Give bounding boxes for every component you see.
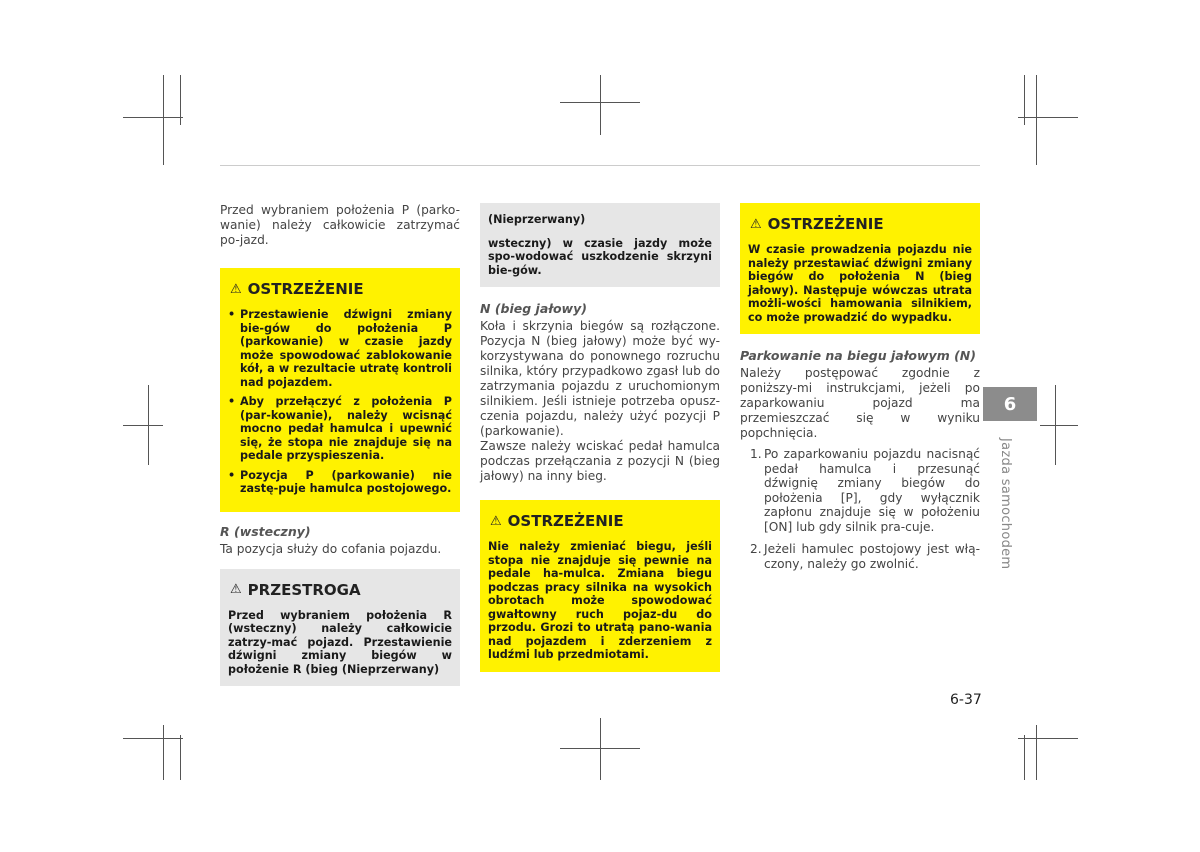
crop-mark xyxy=(560,748,640,749)
crop-mark xyxy=(180,735,181,780)
step-text: Jeżeli hamulec postojowy jest włą-czony, należy go zwolnić. xyxy=(764,542,980,571)
warning-triangle-icon: ⚠ xyxy=(230,281,242,297)
step-number: 1. xyxy=(750,447,762,461)
warning-box-parking xyxy=(220,268,460,512)
warning-box-gear-change xyxy=(480,500,720,672)
list-item xyxy=(740,542,980,571)
list-item: • Aby przełączyć z położenia P (par-kowanie), należy wcisnąć mocno pedał hamulca i upewnić się, że stopa nie znajduje się na pedale przyspieszenia. xyxy=(228,395,452,463)
column-right xyxy=(740,203,980,579)
warning-box-neutral xyxy=(740,203,980,334)
warning-title-text: OSTRZEŻENIE xyxy=(247,280,364,298)
warning-title-text: OSTRZEŻENIE xyxy=(507,512,624,530)
step-text: Po zaparkowaniu pojazdu nacisnąć pedał hamulca i przesunąć dźwignię zmiany biegów do położenia [P], gdy wyłącznik zapłonu znajduje się w położeniu [ON] lub gdy silnik pra-cuje. xyxy=(764,447,980,534)
crop-mark xyxy=(600,718,601,780)
warning-title xyxy=(490,512,712,530)
parking-neutral-paragraph: Należy postępować zgodnie z poniższy-mi instrukcjami, jeżeli po zaparkowaniu pojazd ma przemieszczać się w wyniku popchnięcia. xyxy=(740,366,980,440)
crop-mark xyxy=(1040,425,1078,426)
caution-box-reverse xyxy=(220,569,460,687)
section-heading-reverse: R (wsteczny) xyxy=(220,523,311,539)
crop-mark xyxy=(123,117,183,118)
continued-label: (Nieprzerwany) xyxy=(488,213,586,226)
neutral-paragraph-1: Koła i skrzynia biegów są rozłączone. Pozycja N (bieg jałowy) może być wy-korzystywana do ponownego rozruchu silnika, który przypadkowo zgasł lub do zatrzymania pojazdu z uruchomionym silnikiem. Jeśli istnieje potrzeba opusz-czenia pojazdu, należy użyć pozycji P (parkowanie). xyxy=(480,319,720,438)
reverse-paragraph: Ta pozycja służy do cofania pojazdu. xyxy=(220,541,442,556)
page-number: 6-37 xyxy=(950,692,982,708)
crop-mark xyxy=(163,75,164,165)
crop-mark xyxy=(1036,725,1037,780)
header-rule xyxy=(220,165,980,166)
caution-title-text: PRZESTROGA xyxy=(247,580,361,599)
caution-box-continued xyxy=(480,203,720,287)
crop-mark xyxy=(123,425,163,426)
chapter-title: Jazda samochodem xyxy=(998,438,1013,570)
chapter-tab: 6 xyxy=(983,387,1037,421)
warning-title xyxy=(750,215,972,233)
warning-triangle-icon: ⚠ xyxy=(490,513,502,529)
section-heading-parking-neutral: Parkowanie na biegu jałowym (N) xyxy=(740,348,976,363)
warning-text: W czasie prowadzenia pojazdu nie należy przestawiać dźwigni zmiany biegów do położenia N (bieg jałowy). Następuje wówczas utrata możli-wości hamowania silnikiem, co może prowadzić do wypadku. xyxy=(748,243,972,324)
list-item: • Przestawienie dźwigni zmiany bie-gów do położenia P (parkowanie) w czasie jazdy może spowodować zablokowanie kół, a w rezultacie utratę kontroli nad pojazdem. xyxy=(228,308,452,389)
crop-mark xyxy=(560,102,640,103)
section-heading-neutral: N (bieg jałowy) xyxy=(480,301,587,316)
warning-title xyxy=(230,280,452,298)
column-middle xyxy=(480,203,720,672)
list-item xyxy=(740,447,980,534)
caution-triangle-outline-icon: ⚠ xyxy=(230,582,242,597)
crop-mark xyxy=(1018,117,1078,118)
crop-mark xyxy=(600,75,601,135)
warning-triangle-icon: ⚠ xyxy=(750,216,762,232)
neutral-paragraph-2: Zawsze należy wciskać pedał hamulca podczas przełączania z pozycji N (bieg jałowy) na inny bieg. xyxy=(480,439,720,483)
crop-mark xyxy=(1018,738,1078,739)
warning-text: Nie należy zmieniać biegu, jeśli stopa nie znajduje się pewnie na pedale ha-mulca. Zmiana biegu podczas pracy silnika na wysokich obrotach może spowodować gwałtowny ruch pojaz-du do przodu. Grozi to utratą pano-wania nad pojazdem i zderzeniem z ludźmi lub przedmiotami. xyxy=(488,540,712,661)
crop-mark xyxy=(123,738,183,739)
crop-mark xyxy=(1024,75,1025,125)
intro-paragraph: Przed wybraniem położenia P (parko-wanie) należy całkowicie zatrzymać po-jazd. xyxy=(220,203,460,247)
crop-mark xyxy=(1024,735,1025,780)
warning-title-text: OSTRZEŻENIE xyxy=(767,215,884,233)
crop-mark xyxy=(1036,75,1037,165)
crop-mark xyxy=(180,75,181,125)
steps-list xyxy=(740,447,980,571)
warning-list xyxy=(228,308,452,496)
caution-title xyxy=(230,581,452,599)
list-item: • Pozycja P (parkowanie) nie zastę-puje hamulca postojowego. xyxy=(228,469,452,496)
caution-text: Przed wybraniem położenia R (wsteczny) należy całkowicie zatrzy-mać pojazd. Przestawienie dźwigni zmiany biegów w położenie R (bieg (Nieprzerwany) xyxy=(228,608,452,676)
crop-mark xyxy=(163,725,164,780)
step-number: 2. xyxy=(750,542,762,556)
continued-text: wsteczny) w czasie jazdy może spo-wodować uszkodzenie skrzyni bie-gów. xyxy=(488,236,712,277)
column-left xyxy=(220,203,460,686)
